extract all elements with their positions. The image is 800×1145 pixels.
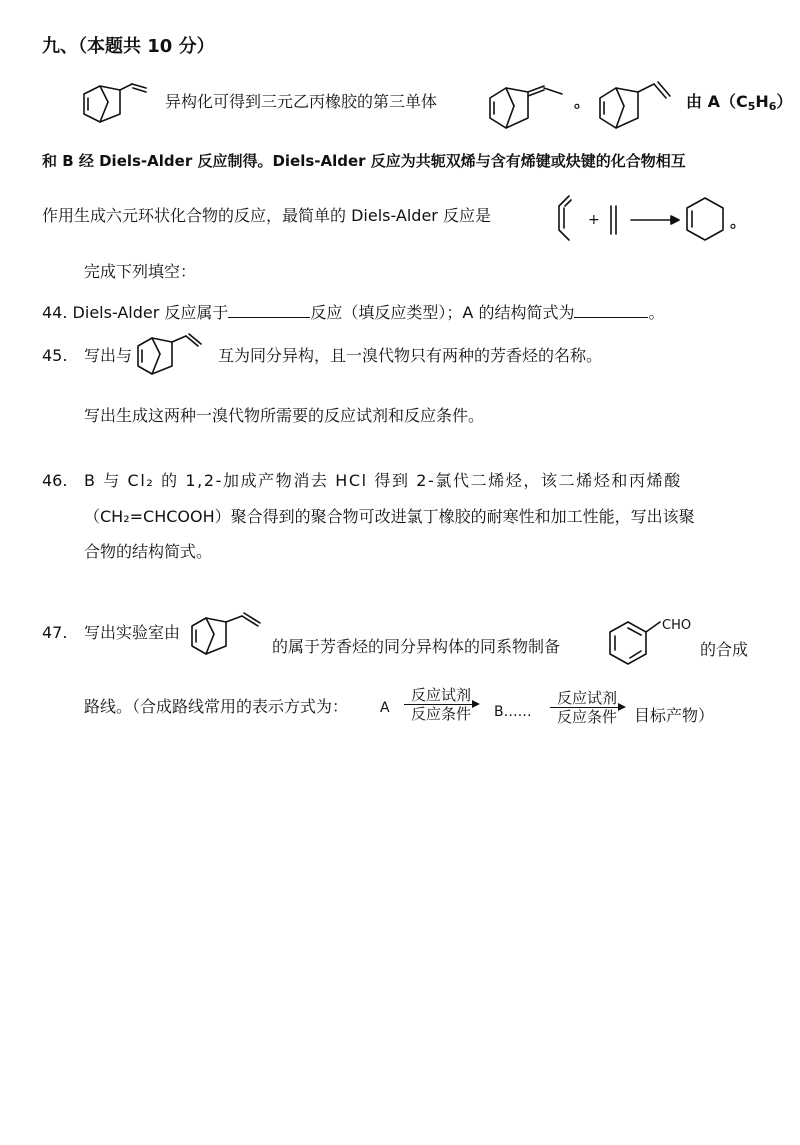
- q45-line2: 写出生成这两种一溴代物所需要的反应试剂和反应条件。: [84, 406, 485, 425]
- intro-line1-c: [686, 92, 792, 112]
- intro-sub6: 6: [768, 100, 777, 113]
- route-mid: B……: [494, 704, 532, 720]
- q47-text-a: 写出实验室由: [84, 623, 181, 642]
- intro-close: ）: [776, 92, 793, 111]
- q44-blank-structure-a[interactable]: [574, 303, 648, 318]
- diels-alder-scheme: [555, 192, 750, 248]
- benzaldehyde-derivative-structure: [604, 618, 666, 674]
- intro-sub5: 5: [747, 100, 756, 113]
- q46-line1: B 与 Cl₂ 的 1,2-加成产物消去 HCl 得到 2-氯代二烯烃，该二烯烃和丙烯酸: [84, 471, 682, 490]
- intro-line1-c-text: 由 A（C: [686, 92, 748, 111]
- intro-h: H: [755, 92, 769, 111]
- vinyl-norbornene-structure-2: [594, 76, 684, 134]
- instruction-text: 完成下列填空：: [84, 262, 197, 281]
- vinyl-norbornene-structure: [80, 76, 160, 132]
- q44-number: 44.: [42, 303, 68, 322]
- route-arrow-2: [550, 689, 624, 726]
- route-arrow2-top: 反应试剂: [556, 689, 617, 707]
- q45-text-b: 互为同分异构，且一溴代物只有两种的芳香烃的名称。: [218, 346, 603, 365]
- q47-number: 47.: [42, 623, 68, 642]
- intro-line1-a: 异构化可得到三元乙丙橡胶的第三单体: [165, 92, 438, 111]
- q44-blank-reaction-type[interactable]: [228, 303, 310, 318]
- q44-text-c: 。: [648, 303, 665, 322]
- route-end: 目标产物）: [634, 706, 715, 725]
- q46-line3: 合物的结构简式。: [84, 542, 213, 561]
- route-arrow1-bot: 反应条件: [410, 705, 471, 723]
- diels-alder-plus: +: [588, 212, 600, 228]
- q45-text-a: 写出与: [84, 346, 133, 365]
- q47-line2: 路线。（合成路线常用的表示方式为：: [84, 697, 349, 716]
- intro-line1-b: 。: [574, 92, 591, 111]
- q45-number: 45.: [42, 346, 68, 365]
- route-start: A: [380, 700, 390, 716]
- intro-line3-period: 。: [730, 212, 747, 231]
- q47-text-b: 的属于芳香烃的同分异构体的同系物制备: [272, 637, 561, 656]
- q44-text-b: 反应（填反应类型）；A 的结构简式为: [310, 303, 575, 322]
- q44-text-a: Diels-Alder 反应属于: [72, 303, 229, 322]
- cho-label: CHO: [662, 618, 692, 633]
- q46-number: 46.: [42, 471, 68, 490]
- route-arrow2-bot: 反应条件: [556, 708, 617, 726]
- q44: [42, 303, 664, 323]
- route-arrow1-line: [404, 704, 478, 705]
- q47-text-c: 的合成: [700, 640, 749, 659]
- q45-vinyl-norbornene-structure: [134, 332, 214, 382]
- q47-vinyl-norbornene-structure: [188, 610, 272, 662]
- intro-line2: 和 B 经 Diels-Alder 反应制得。Diels-Alder 反应为共轭双烯与含有烯键或炔键的化合物相互: [42, 152, 686, 170]
- route-arrow2-line: [550, 707, 624, 708]
- ethylidene-norbornene-structure: [484, 76, 576, 134]
- intro-line3: 作用生成六元环状化合物的反应，最简单的 Diels-Alder 反应是: [42, 206, 491, 225]
- section-title: 九、（本题共 10 分）: [42, 36, 215, 57]
- route-arrow-1: [404, 686, 478, 723]
- q46-line2: （CH₂=CHCOOH）聚合得到的聚合物可改进氯丁橡胶的耐寒性和加工性能，写出该聚: [84, 507, 695, 526]
- route-arrow1-top: 反应试剂: [410, 686, 471, 704]
